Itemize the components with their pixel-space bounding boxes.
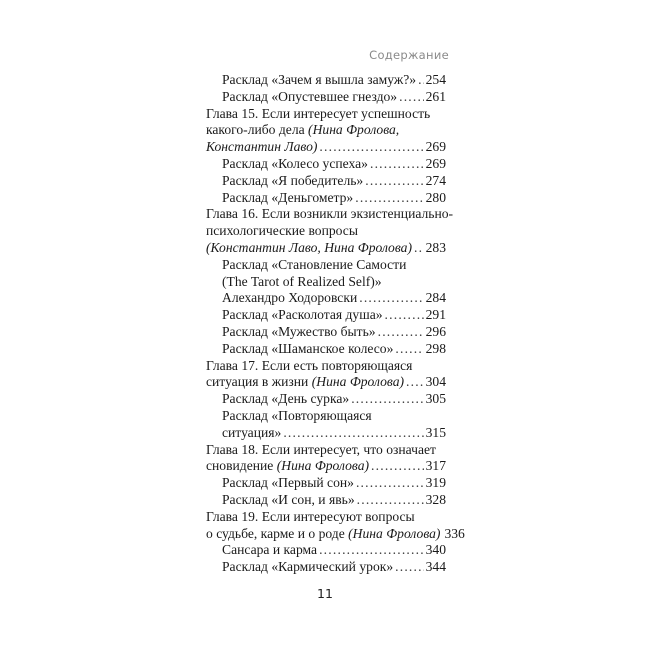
toc-subentry[interactable] <box>206 391 446 408</box>
toc-entry-line: какого-либо дела (Нина Фролова, <box>206 122 400 138</box>
toc-page-number: 304 <box>425 374 446 390</box>
toc-page-number: 284 <box>425 290 446 306</box>
dot-leader <box>371 458 424 475</box>
dot-leader <box>319 542 424 559</box>
dot-leader <box>385 307 424 324</box>
dot-leader <box>356 475 424 492</box>
toc-page-number: 336 <box>444 525 465 541</box>
toc-chapter-entry[interactable] <box>206 206 454 256</box>
dot-leader <box>351 391 423 408</box>
toc-page-number: 269 <box>425 155 446 171</box>
toc-entry-line: Глава 16. Если возникли экзистенциально- <box>206 206 454 222</box>
toc-page-number: 317 <box>425 458 446 474</box>
toc-subentry[interactable] <box>206 190 446 207</box>
toc-entry-title: (Константин Лаво, Нина Фролова) <box>206 239 412 255</box>
running-head: Содержание <box>369 48 449 62</box>
toc-entry-title: о судьбе, карме и о роде (Нина Фролова) <box>206 525 441 541</box>
toc-entry-title: сновидение (Нина Фролова) <box>206 458 370 474</box>
toc-page-number: 298 <box>425 340 446 356</box>
toc-page-number: 340 <box>425 542 446 558</box>
toc-page-number: 261 <box>425 88 446 104</box>
toc-subentry[interactable] <box>206 341 446 358</box>
table-of-contents <box>206 72 465 576</box>
toc-entry-title: ситуация в жизни (Нина Фролова) <box>206 374 405 390</box>
dot-leader <box>406 374 424 391</box>
toc-chapter-entry[interactable] <box>206 106 446 156</box>
toc-entry-title: Расклад «Расколотая душа» <box>222 307 383 323</box>
toc-subentry[interactable] <box>206 408 446 442</box>
dot-leader <box>414 240 424 257</box>
toc-page-number: 296 <box>425 323 446 339</box>
toc-subentry[interactable] <box>206 475 446 492</box>
toc-entry-title: ситуация» <box>222 424 282 440</box>
dot-leader <box>355 190 423 207</box>
dot-leader <box>418 72 424 89</box>
toc-entry-title: Расклад «Зачем я вышла замуж?» <box>222 72 417 87</box>
toc-subentry[interactable] <box>206 257 446 307</box>
dot-leader <box>365 173 423 190</box>
toc-entry-line: Глава 15. Если интересует успешность <box>206 105 431 121</box>
toc-entry-title: Алехандро Ходоровски <box>222 290 358 306</box>
toc-subentry[interactable] <box>206 173 446 190</box>
toc-page-number: 291 <box>425 307 446 323</box>
toc-chapter-entry[interactable] <box>206 358 446 392</box>
toc-subentry[interactable] <box>206 307 446 324</box>
toc-subentry[interactable] <box>206 324 446 341</box>
dot-leader <box>395 341 423 358</box>
toc-entry-title: Расклад «Деньгометр» <box>222 189 354 205</box>
toc-page-number: 319 <box>425 475 446 491</box>
toc-entry-title: Расклад «Колесо успеха» <box>222 155 368 171</box>
toc-page-number: 344 <box>425 559 446 575</box>
toc-chapter-entry[interactable] <box>206 508 465 543</box>
toc-entry-line: Расклад «Повторяющаяся <box>222 407 372 423</box>
toc-entry-title: Расклад «Первый сон» <box>222 475 354 491</box>
toc-entry-title: Расклад «И сон, и явь» <box>222 491 355 507</box>
toc-entry-line: (The Tarot of Realized Self)» <box>222 273 382 289</box>
toc-page-number: 280 <box>425 189 446 205</box>
toc-entry-title: Расклад «Мужество быть» <box>222 323 376 339</box>
toc-subentry[interactable] <box>206 72 446 89</box>
toc-entry-title: Расклад «Опустевшее гнездо» <box>222 88 398 104</box>
toc-entry-line: Глава 17. Если есть повторяющаяся <box>206 357 413 373</box>
toc-subentry[interactable] <box>206 559 446 576</box>
dot-leader <box>319 139 423 156</box>
toc-subentry[interactable] <box>206 156 446 173</box>
dot-leader <box>378 324 424 341</box>
page-number: 11 <box>317 586 333 601</box>
toc-entry-line: Расклад «Становление Самости <box>222 256 407 272</box>
toc-entry-title: Расклад «День сурка» <box>222 391 350 407</box>
toc-entry-line: Глава 18. Если интересует, что означает <box>206 441 436 457</box>
dot-leader <box>370 156 424 173</box>
dot-leader <box>359 290 423 307</box>
toc-entry-title: Константин Лаво) <box>206 139 318 155</box>
toc-subentry[interactable] <box>206 89 446 106</box>
toc-entry-title: Расклад «Кармический урок» <box>222 559 394 575</box>
dot-leader <box>357 492 424 509</box>
dot-leader <box>283 425 423 442</box>
toc-page-number: 283 <box>425 239 446 255</box>
dot-leader <box>399 89 424 106</box>
dot-leader <box>395 559 423 576</box>
toc-chapter-entry[interactable] <box>206 442 446 476</box>
toc-page-number: 254 <box>425 72 446 87</box>
toc-subentry[interactable] <box>206 542 446 559</box>
toc-page-number: 305 <box>425 391 446 407</box>
toc-entry-line: Глава 19. Если интересуют вопросы <box>206 508 415 524</box>
toc-entry-title: Расклад «Шаманское колесо» <box>222 340 394 356</box>
toc-page-number: 328 <box>425 491 446 507</box>
toc-page-number: 269 <box>425 139 446 155</box>
toc-entry-line: психологические вопросы <box>206 223 358 239</box>
toc-page-number: 274 <box>425 172 446 188</box>
toc-subentry[interactable] <box>206 492 446 509</box>
toc-entry-title: Расклад «Я победитель» <box>222 172 364 188</box>
toc-entry-title: Сансара и карма <box>222 542 318 558</box>
toc-page-number: 315 <box>425 424 446 440</box>
